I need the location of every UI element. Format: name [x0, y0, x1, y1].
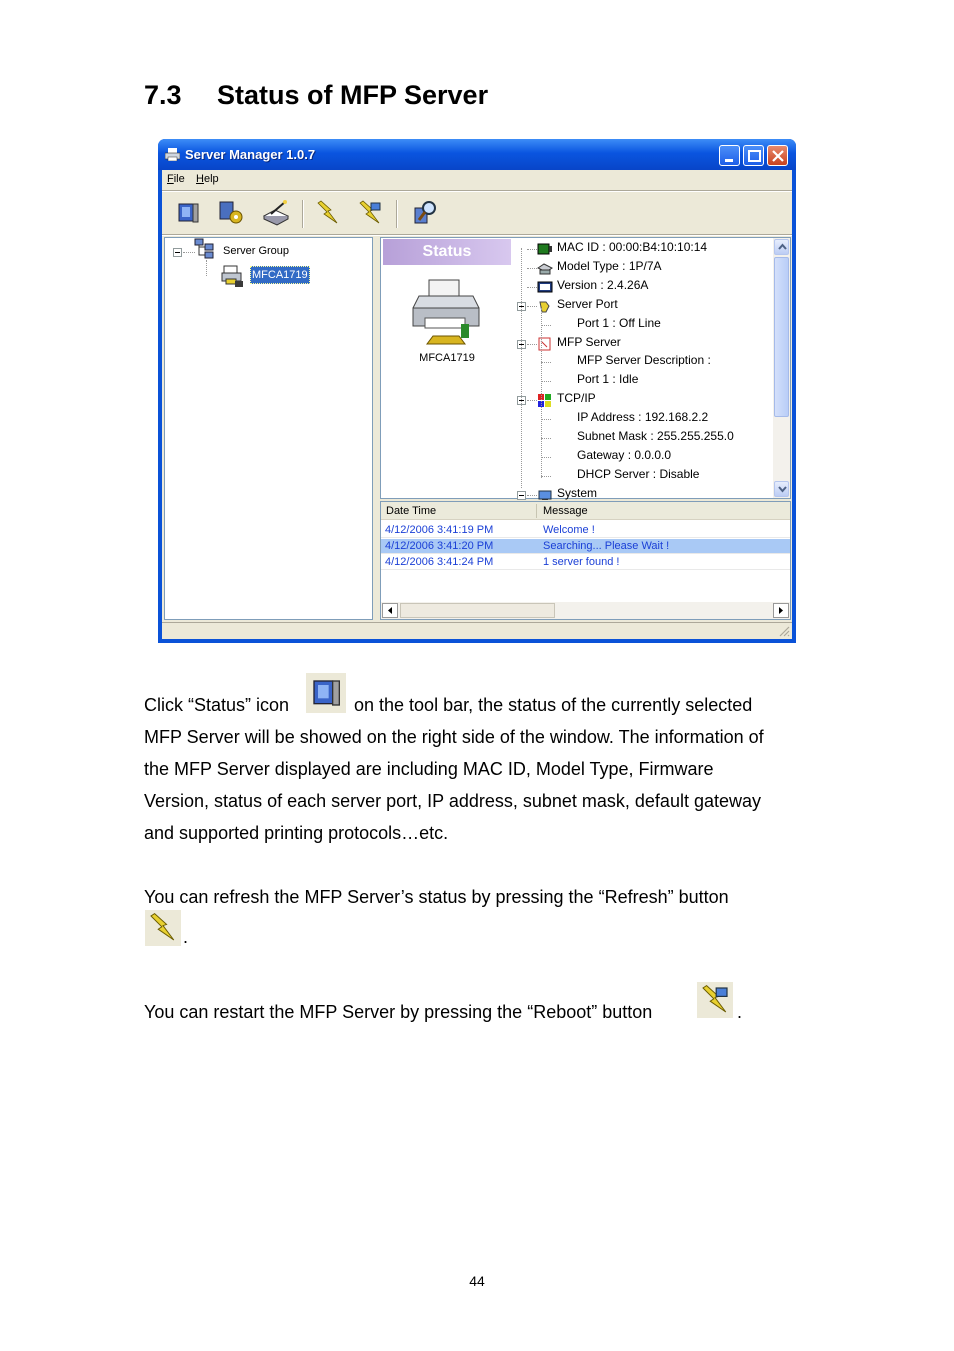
status-info-item: Server Port [557, 296, 618, 311]
status-info-tree[interactable] [515, 238, 773, 500]
toolbar-separator [302, 200, 304, 228]
p1-line-5: and supported printing protocols…etc. [144, 823, 449, 843]
log-row[interactable]: 4/12/2006 3:41:20 PM Searching... Please Wait ! [381, 539, 790, 554]
ver-icon [537, 280, 553, 294]
reboot-icon [355, 198, 385, 228]
log-horizontal-scrollbar[interactable] [381, 602, 790, 619]
log-row[interactable]: 4/12/2006 3:41:19 PM Welcome ! [381, 523, 790, 538]
status-info-item: IP Address : 192.168.2.2 [577, 410, 709, 425]
status-info-item: Gateway : 0.0.0.0 [577, 447, 672, 462]
chevron-up-icon [775, 240, 790, 254]
tree-collapse-toggle[interactable] [517, 491, 526, 500]
message-log [380, 501, 791, 620]
scroll-left-button[interactable] [382, 603, 398, 618]
title-bar[interactable] [158, 139, 796, 170]
p1-part-b-line [354, 689, 814, 721]
status-icon [173, 198, 203, 228]
server-group-icon [193, 238, 217, 260]
server-tree[interactable] [164, 237, 373, 620]
tree-node-server-group[interactable]: Server Group [223, 245, 290, 257]
status-info-item: MFP Server [557, 334, 621, 349]
mfp-icon [537, 337, 553, 351]
reboot-icon [695, 982, 735, 1018]
device-name-label: MFCA1719 [419, 352, 475, 364]
status-info-item: Model Type : 1P/7A [557, 258, 662, 273]
status-info-item: MFP Server Description : [577, 353, 711, 368]
wizard-button[interactable] [261, 198, 291, 228]
model-icon [537, 261, 553, 275]
chevron-right-icon [774, 604, 788, 617]
app-printer-icon [165, 148, 180, 161]
status-panel [380, 237, 791, 499]
log-row[interactable]: 4/12/2006 3:41:24 PM 1 server found ! [381, 555, 790, 570]
status-button[interactable] [173, 198, 203, 228]
tree-node-device[interactable]: MFCA1719 [250, 266, 310, 284]
search-button[interactable] [411, 198, 441, 228]
close-button[interactable] [767, 145, 788, 166]
server-manager-window [158, 139, 796, 643]
minimize-button[interactable] [719, 145, 740, 166]
tree-collapse-toggle[interactable] [173, 248, 182, 257]
window-title: Server Manager 1.0.7 [185, 147, 316, 162]
status-info-item: Subnet Mask : 255.255.255.0 [577, 429, 734, 443]
toolbar-separator-line [162, 234, 792, 236]
status-info-item: System [557, 485, 598, 500]
refresh-period: . [183, 927, 189, 947]
port-icon [537, 299, 553, 313]
column-message[interactable]: Message [543, 505, 588, 517]
gear-icon [216, 198, 246, 228]
minimize-icon [720, 146, 741, 167]
p1-part-b: on the tool bar, the status of the currently selected [354, 695, 753, 715]
toolbar-separator [396, 200, 398, 228]
status-info-item: MAC ID : 00:00:B4:10:10:14 [557, 240, 708, 254]
paragraph-reboot: You can restart the MFP Server by pressing the “Reboot” button [144, 1002, 653, 1022]
column-date-time[interactable]: Date Time [386, 505, 437, 517]
menu-bar [162, 170, 792, 190]
maximize-button[interactable] [743, 145, 764, 166]
status-tab[interactable]: Status [383, 239, 511, 265]
refresh-icon [144, 910, 182, 946]
tcp-icon [537, 393, 553, 407]
maximize-icon [744, 146, 765, 167]
scroll-thumb[interactable] [774, 257, 789, 417]
chevron-left-icon [383, 604, 397, 617]
horizontal-scroll-thumb[interactable] [400, 603, 555, 618]
status-info-item: Port 1 : Off Line [577, 315, 661, 330]
reboot-button[interactable] [355, 198, 385, 228]
printer-icon [411, 278, 483, 346]
refresh-icon [313, 198, 343, 228]
p1-line-4: Version, status of each server port, IP address, subnet mask, default gateway [144, 791, 762, 811]
resize-grip-icon[interactable] [778, 625, 790, 637]
menu-file[interactable]: File [167, 173, 185, 185]
chevron-down-icon [775, 482, 790, 496]
section-number: 7.3 [144, 80, 182, 110]
p1-part-a: Click “Status” icon [144, 695, 290, 715]
scroll-right-button[interactable] [773, 603, 789, 618]
status-info-item: TCP/IP [557, 391, 596, 406]
reboot-period: . [737, 1002, 743, 1022]
toolbar [162, 192, 792, 234]
scroll-up-button[interactable] [774, 239, 789, 255]
window-status-bar [162, 622, 792, 639]
close-icon [768, 146, 789, 167]
p1-line-2: MFP Server will be showed on the right side of the window. The information of [144, 727, 764, 747]
section-heading [144, 80, 488, 111]
p1-line-3: the MFP Server displayed are including MAC ID, Model Type, Firmware [144, 759, 714, 779]
status-info-item: DHCP Server : Disable [577, 466, 700, 481]
log-header [381, 502, 790, 520]
status-vertical-scrollbar[interactable] [773, 238, 790, 498]
status-info-item: Port 1 : Idle [577, 372, 639, 387]
scroll-down-button[interactable] [774, 481, 789, 497]
window-client [162, 170, 792, 639]
sys-icon [537, 488, 553, 500]
mfp-server-node-icon [221, 264, 245, 288]
status-info-item: Version : 2.4.26A [557, 277, 649, 292]
setup-button[interactable] [216, 198, 246, 228]
page-number: 44 [469, 1273, 485, 1289]
search-icon [411, 198, 441, 228]
refresh-button[interactable] [313, 198, 343, 228]
book-wand-icon [261, 198, 291, 228]
section-title: Status of MFP Server [217, 80, 489, 110]
menu-help[interactable]: Help [196, 173, 219, 185]
chip-icon [537, 242, 553, 256]
paragraph-refresh: You can refresh the MFP Server’s status by pressing the “Refresh” button [144, 887, 729, 907]
status-icon [306, 673, 346, 713]
